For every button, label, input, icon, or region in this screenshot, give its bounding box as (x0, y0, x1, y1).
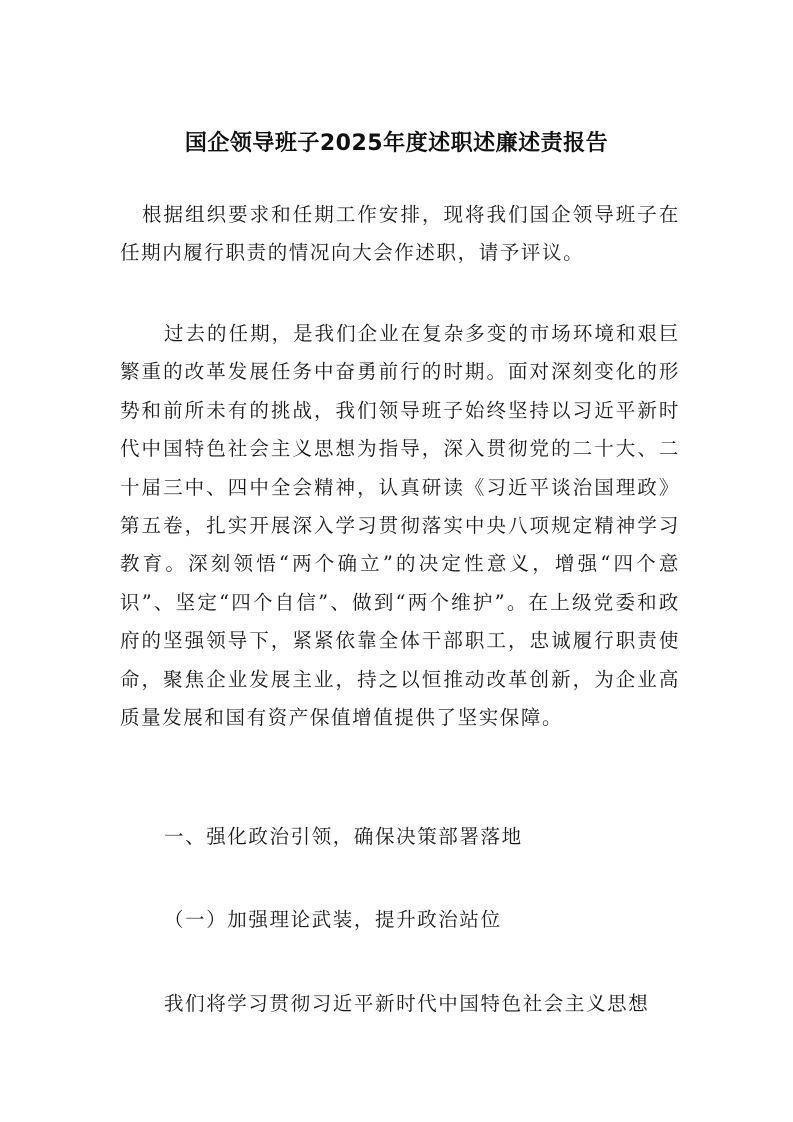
body-paragraph-1: 过去的任期，是我们企业在复杂多变的市场环境和艰巨繁重的改革发展任务中奋勇前行的时期。面对深刻变化的形势和前所未有的挑战，我们领导班子始终坚持以习近平新时代中国特色社会主义思想为指导，深入贯彻党的二十大、二十届三中、四中全会精神，认真研读《习近平谈治国理政》第五卷，扎实开展深入学习贯彻落实中央八项规定精神学习教育。深刻领悟“两个确立”的决定性意义，增强“四个意识”、坚定“四个自信”、做到“两个维护”。在上级党委和政府的坚强领导下，紧紧依靠全体干部职工，忠诚履行职责使命，聚焦企业发展主业，持之以恒推动改革创新，为企业高质量发展和国有资产保值增值提供了坚实保障。 (120, 322, 680, 730)
document-title: 国企领导班子2025年度述职述廉述责报告 (184, 131, 609, 156)
subsection-heading: （一）加强理论武装，提升政治站位 (164, 908, 502, 931)
body-paragraph-2: 我们将学习贯彻习近平新时代中国特色社会主义思想 (164, 992, 650, 1015)
section-heading: 一、强化政治引领，确保决策部署落地 (164, 825, 523, 848)
intro-paragraph: 根据组织要求和任期工作安排，现将我们国企领导班子在任期内履行职责的情况向大会作述职，请予评议。 (120, 203, 680, 265)
